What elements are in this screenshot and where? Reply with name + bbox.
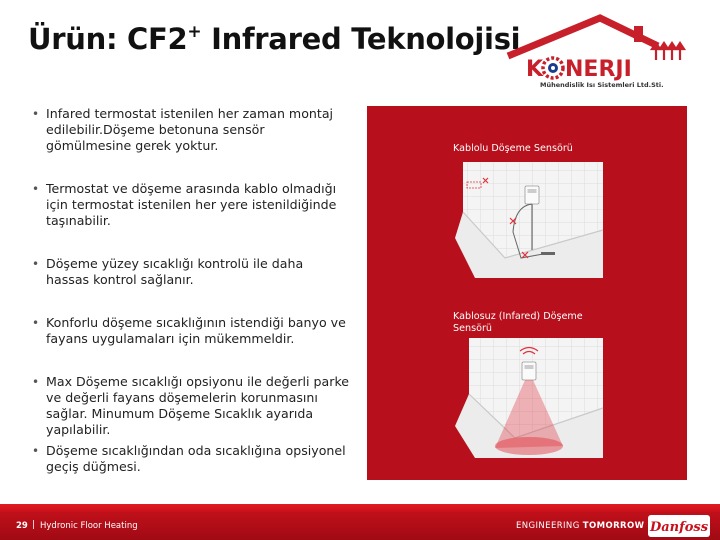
logo-subtitle: Mühendislik Isı Sistemleri Ltd.Sti. [540,81,664,89]
wireless-sensor-label: Kablosuz (Infared) Döşeme Sensörü [453,311,583,334]
slide-title [28,22,520,56]
logo-letters-rest: NERJI [565,57,632,82]
footer-section-title: Hydronic Floor Heating [40,521,138,531]
title-rest: Infrared Teknolojisi [201,22,521,56]
feature-item: • Max Döşeme sıcaklığı opsiyonu ile değerli parke ve değerli fayans döşemelerin korunmasını sağlar. Minumum Döşeme Sıcaklık ayarıda yapılabilir. [32,374,350,438]
thermostat-icon [525,186,539,204]
footer-separator: | [32,520,36,530]
floor-sensor-icon [541,252,555,255]
feature-item: • Termostat ve döşeme arasında kablo olmadığı için termostat istenilen her yere istenildiğinde taşınabilir. [32,181,350,229]
logo-gear-icon [543,58,563,78]
logo-chimney-icon [634,26,643,42]
footer-accent-bar [0,504,720,512]
tagline-engineering: ENGINEERING [516,521,583,531]
feature-item: • Konforlu döşeme sıcaklığının istendiği banyo ve fayans uygulamaları için mükemmeldir. [32,315,350,347]
title-superscript: + [187,22,202,42]
feature-item: • Infared termostat istenilen her zaman montaj edilebilir.Döşeme betonuna sensör gömülmesine gerek yoktur. [32,106,350,154]
danfoss-wordmark: Danfoss [649,520,709,535]
thermostat-icon [522,362,536,380]
konerji-logo [506,14,698,94]
tagline-tomorrow: TOMORROW [582,521,645,531]
wireless-sensor-illustration [455,334,607,458]
page-number: 29 [16,521,28,531]
feature-list [32,106,350,475]
wired-sensor-illustration [455,158,607,278]
footer-tagline [516,521,644,531]
slide-footer [0,512,720,540]
danfoss-logo [648,515,710,537]
feature-item: • Döşeme yüzey sıcaklığı kontrolü ile daha hassas kontrol sağlanır. [32,256,350,288]
feature-item: • Döşeme sıcaklığından oda sıcaklığına opsiyonel geçiş düğmesi. [32,443,350,475]
title-main: Ürün: CF2 [28,22,188,56]
illustration-panel [367,106,687,480]
wired-sensor-label: Kablolu Döşeme Sensörü [453,143,573,154]
heat-arrows-icon [652,43,684,60]
logo-letter-k: K [526,57,544,82]
